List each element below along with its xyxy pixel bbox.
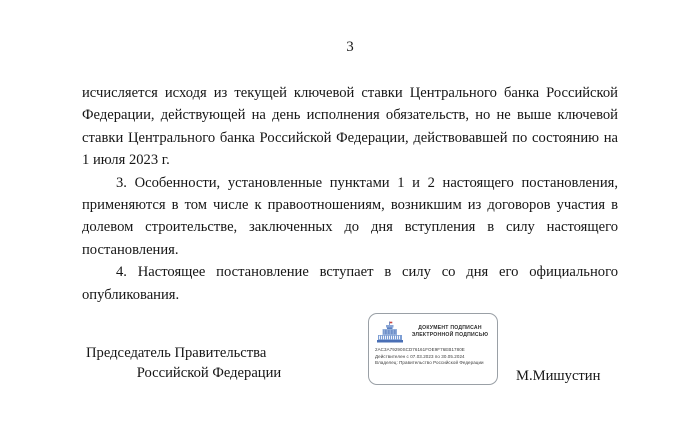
government-building-icon bbox=[375, 321, 405, 344]
electronic-signature-stamp bbox=[368, 313, 498, 385]
paragraph-item-3: 3. Особенности, установленные пунктами 1 и 2 настоящего постановления, применяются в том числе к правоотношениям, возникшим из договоров участия в долевом строительстве, заключенных до дня вступления в силу настоящего постановления. bbox=[82, 174, 618, 258]
esign-stamp-title bbox=[409, 325, 491, 340]
signer-name: М.Мишустин bbox=[516, 368, 601, 384]
document-body bbox=[82, 82, 618, 306]
esign-stamp-header bbox=[375, 319, 491, 345]
esign-validity-period: Действителен с 07.03.2023 по 30.05.2024 bbox=[375, 353, 465, 359]
paragraph-item-4: 4. Настоящее постановление вступает в силу со дня его официального опубликования. bbox=[82, 264, 618, 303]
esign-title-line-2: ЭЛЕКТРОННОЙ ПОДПИСЬЮ bbox=[411, 332, 489, 338]
page-number: 3 bbox=[346, 39, 354, 55]
signatory-title bbox=[82, 343, 322, 383]
paragraph-continuation: исчисляется исходя из текущей ключевой ставки Центрального банка Российской Федерации, действующей на день исполнения обязательств, но не выше ключевой ставки Центрального банка Российской Федерации, действовавшей по состоянию на 1 июля 2023 г. bbox=[82, 85, 618, 169]
signatory-title-line-2: Российской Федерации bbox=[136, 365, 282, 381]
esign-owner: Владелец: Правительство Российской Федерации bbox=[375, 360, 484, 366]
esign-stamp-details bbox=[375, 347, 491, 367]
signatory-title-line-1: Председатель Правительства bbox=[86, 345, 267, 361]
esign-title-line-1: ДОКУМЕНТ ПОДПИСАН bbox=[418, 324, 482, 331]
esign-certificate-id: 2AC3A79290SCD76161FOE9F76EB1780E bbox=[375, 347, 465, 352]
